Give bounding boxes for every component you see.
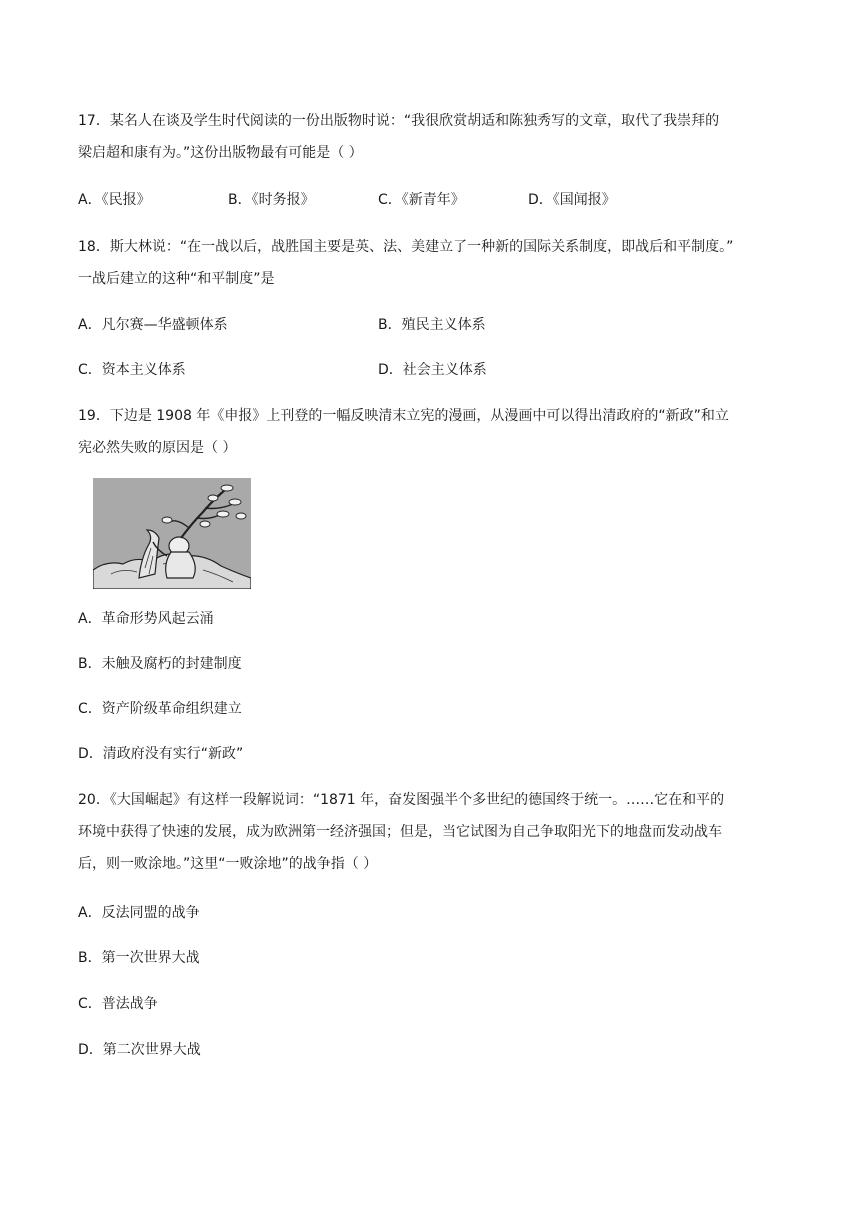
- q17-option-b: B．《时务报》: [228, 192, 315, 208]
- q18-stem-line1: 18．斯大林说：“在一战以后，战胜国主要是英、法、美建立了一种新的国际关系制度，即战后和平制度。”: [78, 239, 734, 255]
- q18-option-d: D．社会主义体系: [378, 362, 487, 378]
- q18-option-c: C．资本主义体系: [78, 362, 186, 378]
- q17-option-a: A．《民报》: [78, 192, 151, 208]
- q18-stem-line2: 一战后建立的这种“和平制度”是: [78, 271, 275, 287]
- q20-option-b: B．第一次世界大战: [78, 950, 200, 966]
- q18-option-b: B．殖民主义体系: [378, 317, 486, 333]
- q19-option-a: A．革命形势风起云涌: [78, 611, 214, 627]
- q19-option-c: C．资产阶级革命组织建立: [78, 701, 242, 717]
- q17-stem-line1: 17．某名人在谈及学生时代阅读的一份出版物时说：“我很欣赏胡适和陈独秀写的文章，取代了我崇拜的: [78, 113, 720, 129]
- q17-stem-line2: 梁启超和康有为。”这份出版物最有可能是（ ）: [78, 145, 363, 161]
- q20-option-d: D．第二次世界大战: [78, 1042, 201, 1058]
- q20-stem-line2: 环境中获得了快速的发展，成为欧洲第一经济强国；但是，当它试图为自己争取阳光下的地盘而发动战车: [78, 824, 722, 840]
- q20-option-c: C．普法战争: [78, 996, 158, 1012]
- q20-stem-line3: 后，则一败涂地。”这里“一败涂地”的战争指（ ）: [78, 856, 378, 872]
- q19-option-b: B．未触及腐朽的封建制度: [78, 656, 242, 672]
- q20-option-a: A．反法同盟的战争: [78, 905, 200, 921]
- q17-option-d: D．《国闻报》: [528, 192, 616, 208]
- q19-stem-line1: 19．下边是 1908 年《申报》上刊登的一幅反映清末立宪的漫画，从漫画中可以得出清政府的“新政”和立: [78, 408, 729, 424]
- q19-stem-line2: 宪必然失败的原因是（ ）: [78, 440, 237, 456]
- q20-stem-line1: 20．《大国崛起》有这样一段解说词：“1871 年，奋发图强半个多世纪的德国终于统一。……它在和平的: [78, 792, 725, 808]
- q19-option-d: D．清政府没有实行“新政”: [78, 746, 244, 762]
- cartoon-image: [93, 478, 251, 589]
- q17-option-c: C．《新青年》: [378, 192, 465, 208]
- q18-option-a: A．凡尔赛—华盛顿体系: [78, 317, 228, 333]
